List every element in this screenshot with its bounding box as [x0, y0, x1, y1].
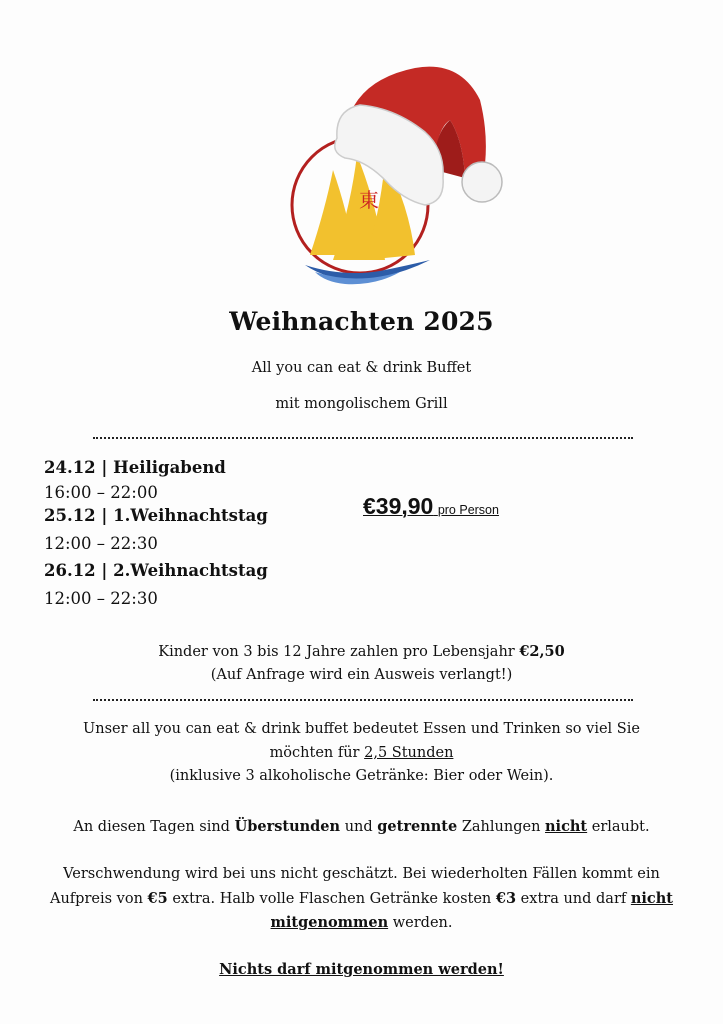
- schedule-time: 12:00 – 22:30: [44, 589, 158, 608]
- dotted-divider: [93, 437, 633, 439]
- schedule-day: 25.12 | 1.Weihnachtstag: [44, 506, 268, 525]
- id-notice: (Auf Anfrage wird ein Ausweis verlangt!): [210, 667, 513, 683]
- kids-pricing-line: Kinder von 3 bis 12 Jahre zahlen pro Lebensjahr €2,50: [158, 643, 565, 660]
- waste-policy: Verschwendung wird bei uns nicht geschätzt. Bei wiederholten Fällen kommt ein Aufpreis von €5 extra. Halb volle Flaschen Getränke kosten €3 extra und darf nicht mitgenommen werden.: [50, 866, 673, 931]
- restaurant-logo: [285, 60, 515, 295]
- schedule-day: 26.12 | 2.Weihnachtstag: [44, 561, 268, 580]
- duration: 2,5 Stunden: [364, 744, 454, 761]
- kids-price: €2,50: [519, 643, 565, 660]
- buffet-info: Unser all you can eat & drink buffet bedeutet Essen und Trinken so viel Sie möchten für 2,5 Stunden (inklusive 3 alkoholische Getränke: Bier oder Wein).: [83, 721, 640, 784]
- schedule-day: 24.12 | Heiligabend: [44, 458, 226, 477]
- rules-info: An diesen Tagen sind Überstunden und getrennte Zahlungen nicht erlaubt.: [73, 818, 650, 835]
- kids-pricing: [0, 640, 723, 687]
- dotted-divider: [93, 699, 633, 701]
- price-amount: €39,90: [363, 493, 434, 519]
- hat-pompom: [462, 162, 502, 202]
- page-title: Weihnachten 2025: [229, 307, 494, 336]
- subtitle-grill: mit mongolischem Grill: [275, 396, 448, 412]
- logo-glyph: 東: [359, 188, 379, 212]
- subtitle-buffet: All you can eat & drink Buffet: [251, 360, 472, 376]
- schedule-time: 16:00 – 22:00: [44, 483, 158, 502]
- price-unit: pro Person: [437, 503, 499, 517]
- schedule-time: 12:00 – 22:30: [44, 534, 158, 553]
- final-notice: Nichts darf mitgenommen werden!: [219, 961, 504, 978]
- price-tag: [363, 493, 499, 520]
